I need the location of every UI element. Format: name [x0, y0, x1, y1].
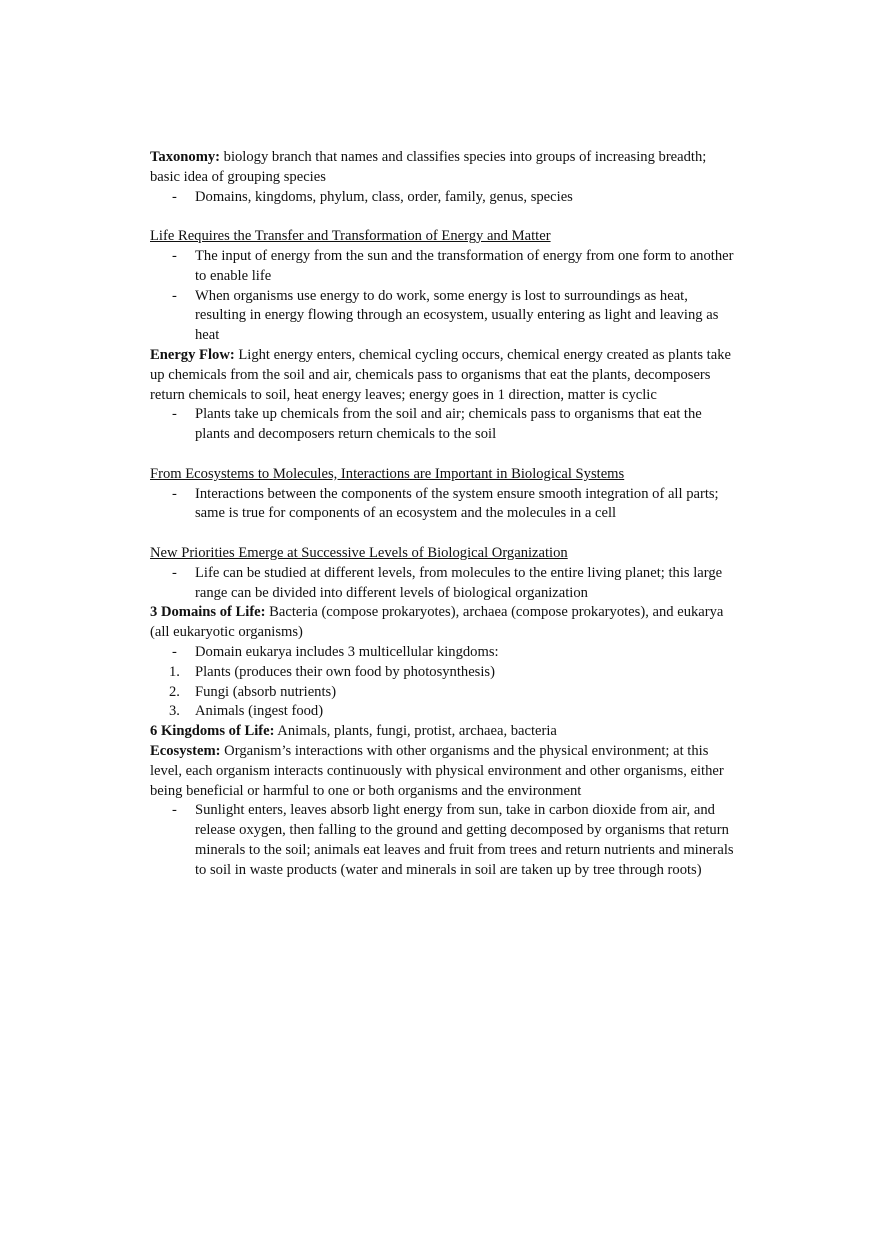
list-item	[150, 643, 738, 663]
bullet: -	[172, 287, 177, 304]
list-text: Domain eukarya includes 3 multicellular kingdoms:	[195, 643, 499, 660]
bullet: -	[172, 802, 177, 819]
list-text: Interactions between the components of the system ensure smooth integration of all parts; same is true for components of an ecosystem and the molecules in a cell	[195, 485, 719, 522]
definition-text: Organism’s interactions with other organisms and the physical environment; at this level, each organism interacts continuously with physical environment and other organisms, either being beneficial or harmful to one or both organisms and the environment	[150, 742, 724, 799]
energy-flow-definition	[150, 346, 738, 405]
bullet: -	[172, 247, 177, 264]
numbered-item	[150, 702, 738, 722]
list-item	[150, 287, 738, 346]
bullet: -	[172, 643, 177, 660]
numbered-item	[150, 683, 738, 703]
list-text: Plants take up chemicals from the soil and air; chemicals pass to organisms that eat the plants and decomposers return chemicals to the soil	[195, 406, 702, 443]
term: Energy Flow:	[150, 346, 235, 363]
ecosystem-definition	[150, 742, 738, 801]
definition-text: Light energy enters, chemical cycling occurs, chemical energy created as plants take up chemicals from the soil and air, chemicals pass to organisms that eat the plants, decomposers return chemicals to soil, heat energy leaves; energy goes in 1 direction, matter is cyclic	[150, 346, 731, 403]
list-item	[150, 247, 738, 287]
list-item	[150, 564, 738, 604]
list-item	[150, 485, 738, 525]
numbered-item	[150, 663, 738, 683]
bullet: -	[172, 188, 177, 205]
list-text: Life can be studied at different levels, from molecules to the entire living planet; this large range can be divided into different levels of biological organization	[195, 564, 723, 601]
list-text: Domains, kingdoms, phylum, class, order, family, genus, species	[195, 188, 573, 205]
section-heading: From Ecosystems to Molecules, Interactions are Important in Biological Systems	[150, 465, 625, 482]
list-item	[150, 801, 738, 880]
term: 6 Kingdoms of Life:	[150, 723, 275, 740]
bullet: -	[172, 564, 177, 581]
list-text: Plants (produces their own food by photosynthesis)	[195, 663, 495, 680]
definition-text: Bacteria (compose prokaryotes), archaea (compose prokaryotes), and eukarya (all eukaryotic organisms)	[150, 604, 724, 641]
number: 3.	[169, 703, 180, 720]
section-heading: Life Requires the Transfer and Transformation of Energy and Matter	[150, 228, 551, 245]
definition-text: biology branch that names and classifies species into groups of increasing breadth; basic idea of grouping species	[150, 149, 707, 185]
term: Ecosystem:	[150, 742, 221, 759]
kingdoms-definition	[150, 722, 738, 742]
taxonomy-definition	[150, 148, 738, 188]
list-text: When organisms use energy to do work, some energy is lost to surroundings as heat, resulting in energy flowing through an ecosystem, usually entering as light and leaving as heat	[195, 287, 719, 344]
term: 3 Domains of Life:	[150, 604, 266, 621]
term: Taxonomy:	[150, 149, 221, 165]
list-text: Sunlight enters, leaves absorb light energy from sun, take in carbon dioxide from air, and release oxygen, then falling to the ground and getting decomposed by organisms that return minerals to the soil; animals eat leaves and fruit from trees and return nutrients and minerals to soil in waste products (water and minerals in soil are taken up by tree through roots)	[195, 802, 734, 878]
section-heading: New Priorities Emerge at Successive Levels of Biological Organization	[150, 544, 568, 561]
list-text: Animals (ingest food)	[195, 703, 324, 720]
definition-text: Animals, plants, fungi, protist, archaea, bacteria	[274, 723, 557, 740]
list-item	[150, 188, 738, 208]
document-page	[150, 148, 738, 880]
bullet: -	[172, 406, 177, 423]
list-item	[150, 405, 738, 445]
list-text: Fungi (absorb nutrients)	[195, 683, 337, 700]
list-text: The input of energy from the sun and the transformation of energy from one form to another to enable life	[195, 247, 734, 284]
bullet: -	[172, 485, 177, 502]
number: 1.	[169, 663, 180, 680]
number: 2.	[169, 683, 180, 700]
domains-definition	[150, 603, 738, 643]
